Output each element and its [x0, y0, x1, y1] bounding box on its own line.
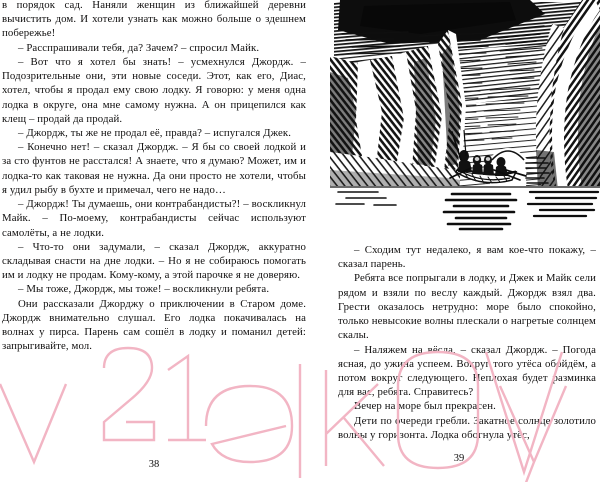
paragraph: Вечер на море был прекрасен. — [354, 400, 496, 413]
paragraph: – Наляжем на вёсла, – сказал Джордж. – Погода ясная, до ужина успеем. Вокруг того утёса обойдём, а потом вокруг следующего. Неплохая будет разминка для вас, ребята. Справитесь? — [338, 343, 596, 399]
paragraph: – Мы тоже, Джордж, мы тоже! – воскликнули ребята. — [18, 283, 270, 296]
paragraph: – Сходим тут недалеко, я вам кое-что покажу, – сказал парень. — [338, 244, 596, 271]
paragraph: – Джордж! Ты думаешь, они контрабандисты?! – воскликнул Майк. – По-моему, контрабандисты сейчас используют самолёты, а не лодки. — [2, 198, 306, 239]
page-number-right: 39 — [453, 453, 465, 464]
paragraph: Ребята все попрыгали в лодку, и Джек и Майк сели рядом и взяли по веслу каждый. Джордж взял два. Грести оказалось нетрудно: море было спокойно, только невысокие волны плескали о нагретые солнцем скалы. — [338, 272, 596, 342]
paragraph: Они рассказали Джорджу о приключении в Старом доме. Джордж внимательно слушал. Его лодка покачивалась на волнах у пирса. Парень сам сошёл в лодку и поманил детей: запрыгивайте, мол. — [2, 297, 306, 353]
paragraph: – Расспрашивали тебя, да? Зачем? – спросил Майк. — [18, 41, 260, 54]
paragraph: в порядок сад. Наняли женщин из ближайшей деревни вычистить дом. И хотели узнать как можно больше о здешнем побережье! — [2, 0, 306, 40]
illustration-svg — [330, 0, 600, 237]
paragraph: – Конечно нет! – сказал Джордж. – Я бы со своей лодкой и за сто фунтов не расстался! А знаете, что я думаю? Может, им и лодка-то как таковая не нужна. Да они просто не хотели, чтобы я удил рыбу в бухте и примечал, чего не надо… — [2, 141, 306, 196]
paragraph: – Джордж, ты же не продал её, правда? – испугался Джек. — [18, 126, 292, 139]
paragraph: – Вот что я хотел бы знать! – усмехнулся Джордж. – Подозрительные они, эти новые соседи. Этот, как его, Диас, хотел, чтобы я продал ему свою лодку. Я говорю: у меня одна лодка в округе, она мне самому нужна. А он прицепился как клещ – продай да продай. — [2, 55, 306, 125]
illustration-boat-in-cove — [330, 0, 600, 237]
page-number-left: 38 — [148, 459, 160, 470]
paragraph: Дети по очереди гребли. Закатное солнце золотило волны у горизонта. Лодка обогнула утёс, — [338, 414, 596, 441]
right-page-text-column — [338, 243, 596, 442]
paragraph: – Что-то они задумали, – сказал Джордж, аккуратно складывая снасти на дне лодки. – Но я не собираюсь помогать им и лодку не продам. Кому-кому, а этой парочке я не доверяю. — [2, 240, 306, 282]
left-page-text-column — [2, 0, 306, 353]
